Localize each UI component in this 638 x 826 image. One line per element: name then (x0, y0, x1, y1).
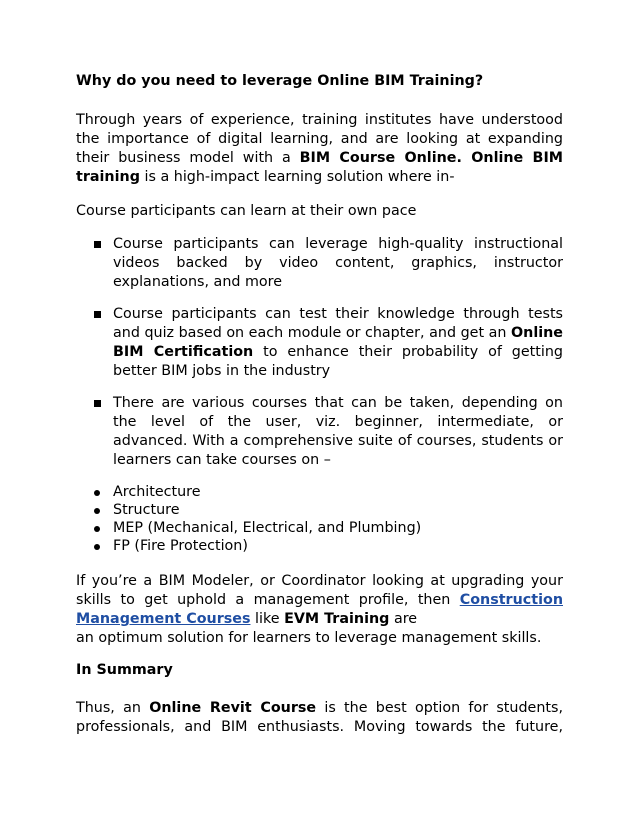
intro-line-2: the importance of digital learning, and are looking at expanding (76, 131, 563, 147)
bullet-item-1: Course participants can leverage high-quality instructional videos backed by video content, graphics, instructor explanations, and more (113, 236, 563, 290)
course-item-fp: FP (Fire Protection) (113, 538, 248, 554)
round-bullet-icon (94, 544, 100, 550)
heading-why-leverage: Why do you need to leverage Online BIM Training? (76, 73, 484, 89)
round-bullet-icon (94, 490, 100, 496)
square-bullet-icon (94, 400, 101, 407)
round-bullet-icon (94, 526, 100, 532)
upgrade-paragraph: If you’re a BIM Modeler, or Coordinator looking at upgrading your skills to get uphold a management profile, then Construction Management Courses like EVM Training are an optimum solution for learners to leverage management skills. (76, 573, 563, 646)
course-item-mep: MEP (Mechanical, Electrical, and Plumbing) (113, 520, 422, 536)
construction-link-part2[interactable]: Management Courses (76, 611, 251, 627)
course-item-structure: Structure (113, 502, 180, 518)
construction-link-part1[interactable]: Construction (459, 592, 563, 608)
intro-line-3: their business model with a BIM Course Online. Online BIM (76, 150, 563, 166)
square-bullet-icon (94, 241, 101, 248)
summary-paragraph: Thus, an Online Revit Course is the best option for students, professionals, and BIM enthusiasts. Moving towards the future, (76, 700, 563, 735)
participants-line: Course participants can learn at their own pace (76, 203, 417, 219)
heading-in-summary: In Summary (76, 662, 173, 678)
intro-line-1: Through years of experience, training institutes have understood (76, 112, 563, 128)
bullet-item-3: There are various courses that can be taken, depending on the level of the user, viz. beginner, intermediate, or advanced. With a comprehensive suite of courses, students or learners can take courses on – (113, 395, 563, 468)
course-item-architecture: Architecture (113, 484, 201, 500)
round-bullet-icon (94, 508, 100, 514)
intro-paragraph (76, 111, 563, 187)
bullet-item-2: Course participants can test their knowledge through tests and quiz based on each module or chapter, and get an Online BIM Certification to enhance their probability of getting better BIM jobs in the industry (113, 306, 563, 379)
square-bullet-icon (94, 311, 101, 318)
intro-line-4: training is a high-impact learning solution where in- (76, 169, 455, 185)
